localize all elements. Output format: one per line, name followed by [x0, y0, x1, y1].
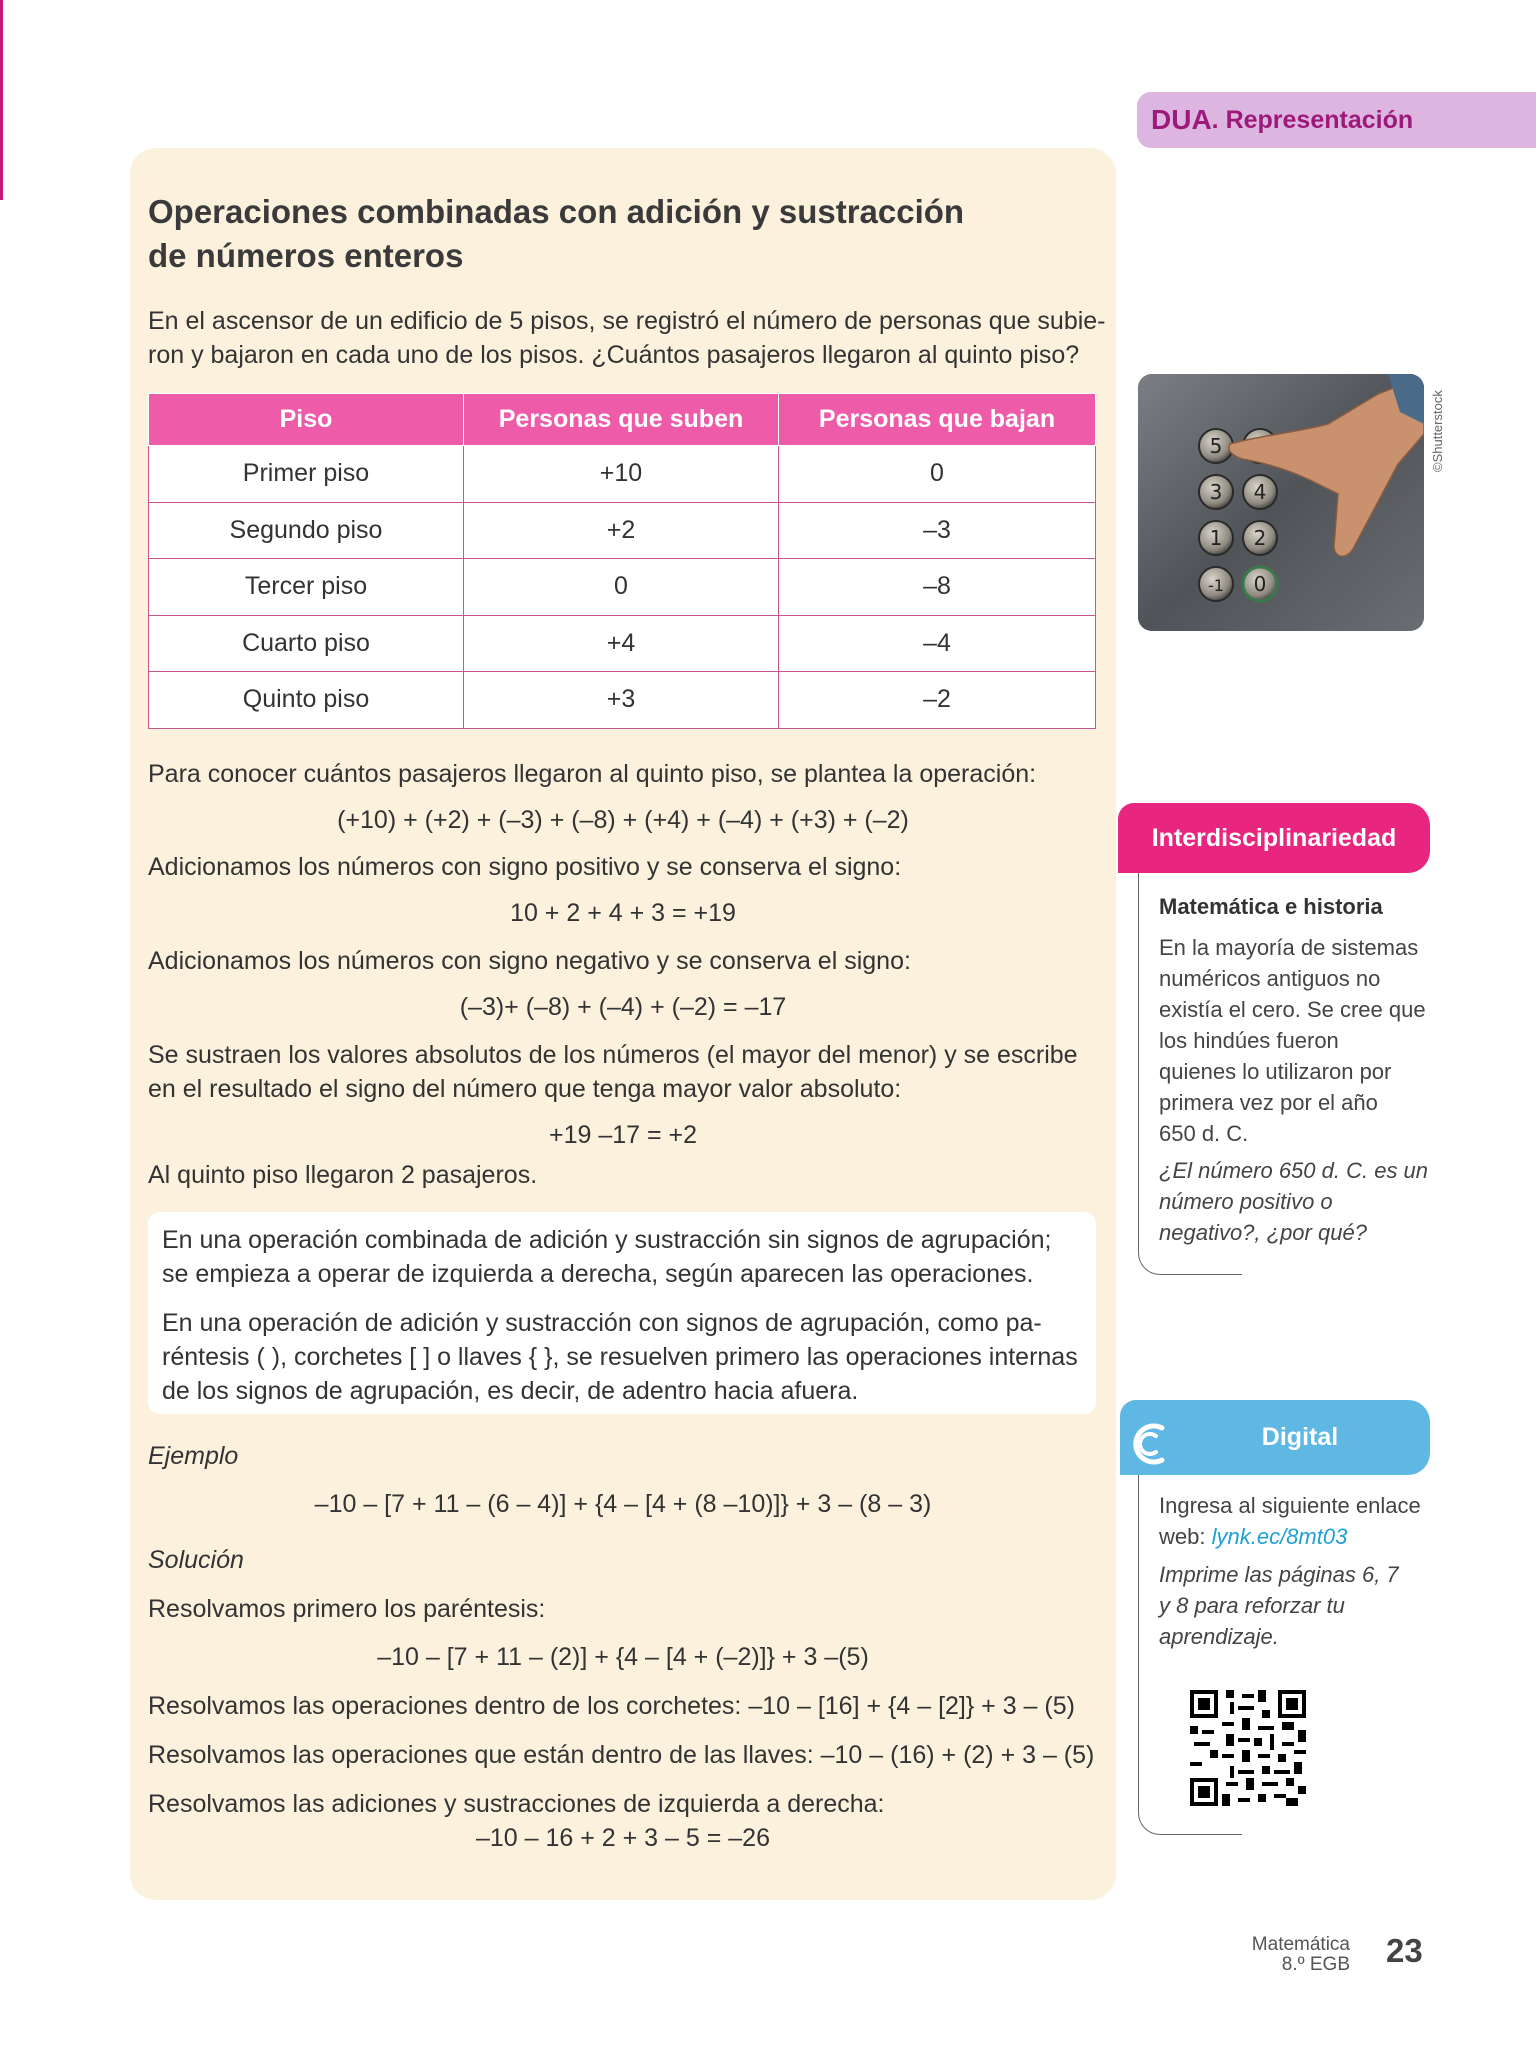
explanation-line-1: Para conocer cuántos pasajeros llegaron al quinto piso, se plantea la operación:: [148, 760, 1037, 788]
digital-c-icon: [1120, 1416, 1176, 1472]
digital-italic-line: y 8 para reforzar tu: [1159, 1593, 1345, 1618]
button-label: -1: [1208, 576, 1224, 595]
intro-line-1: En el ascensor de un edificio de 5 pisos, se registró el número de personas que subie-: [148, 307, 1106, 335]
equation-3: (–3)+ (–8) + (–4) + (–2) = –17: [459, 993, 787, 1021]
dua-representation-tab: [1137, 92, 1536, 148]
button-label: 2: [1253, 526, 1267, 550]
cell-up: +3: [464, 672, 779, 729]
elevator-photo: [1138, 374, 1424, 631]
solution-step-4: Resolvamos las adiciones y sustracciones de izquierda a derecha:: [148, 1790, 885, 1818]
digital-line-2: web: lynk.ec/8mt03: [1159, 1524, 1348, 1549]
table-row: [149, 559, 1096, 616]
interdisciplinary-title: Matemática e historia: [1159, 894, 1383, 919]
button-label: 0: [1253, 572, 1267, 596]
solution-step-3: Resolvamos las operaciones que están dentro de las llaves: –10 – (16) + (2) + 3 – (5): [148, 1741, 1095, 1769]
button-label: 3: [1209, 480, 1223, 504]
intro-line-2: ron y bajaron en cada uno de los pisos. ¿Cuántos pasajeros llegaron al quinto piso?: [148, 341, 1080, 369]
cell-floor: Quinto piso: [149, 672, 464, 729]
footer-subject: [1180, 1935, 1350, 1975]
button-label: 1: [1209, 526, 1223, 550]
photo-credit: ©Shutterstock: [1430, 390, 1445, 472]
digital-line-1: Ingresa al siguiente enlace: [1159, 1493, 1421, 1518]
solution-step-1-equation: –10 – [7 + 11 – (2)] + {4 – [4 + (–2)]} + 3 –(5): [377, 1643, 869, 1671]
cell-down: –4: [779, 615, 1096, 672]
table-header-row: [149, 394, 1096, 446]
qr-code-icon[interactable]: [1190, 1690, 1306, 1806]
equation-1: (+10) + (+2) + (–3) + (–8) + (+4) + (–4) + (+3) + (–2): [337, 806, 909, 834]
solution-step-1: Resolvamos primero los paréntesis:: [148, 1595, 546, 1623]
table-row: [149, 502, 1096, 559]
header-piso: Piso: [149, 394, 464, 446]
interdisciplinary-text-line: numéricos antiguos no: [1159, 966, 1381, 991]
interdisciplinary-question-line: negativo?, ¿por qué?: [1159, 1220, 1367, 1245]
cell-up: +4: [464, 615, 779, 672]
cell-up: 0: [464, 559, 779, 616]
explanation-line-2: Adicionamos los números con signo positivo y se conserva el signo:: [148, 853, 902, 881]
cell-floor: Primer piso: [149, 446, 464, 503]
dua-label: DUA: [1151, 104, 1212, 135]
button-label: 5: [1209, 434, 1223, 458]
explanation-conclusion: Al quinto piso llegaron 2 pasajeros.: [148, 1161, 538, 1189]
note-line-1: En una operación combinada de adición y sustracción sin signos de agrupación;: [162, 1226, 1052, 1254]
interdisciplinary-text-line: primera vez por el año: [1159, 1090, 1378, 1115]
header-suben: Personas que suben: [464, 394, 779, 446]
cell-up: +10: [464, 446, 779, 503]
cell-up: +2: [464, 502, 779, 559]
digital-tab-label: Digital: [1261, 1423, 1339, 1451]
equation-4: +19 –17 = +2: [548, 1121, 698, 1149]
digital-link[interactable]: lynk.ec/8mt03: [1211, 1524, 1348, 1549]
cell-down: 0: [779, 446, 1096, 503]
solution-step-2: Resolvamos las operaciones dentro de los corchetes: –10 – [16] + {4 – [2]} + 3 – (5): [148, 1692, 1075, 1720]
interdisciplinary-question-line: ¿El número 650 d. C. es un: [1159, 1158, 1429, 1183]
interdisciplinary-tab: Interdisciplinariedad: [1118, 803, 1430, 873]
cell-floor: Cuarto piso: [149, 615, 464, 672]
footer-subject-name: Matemática: [1251, 1934, 1350, 1955]
cell-down: –8: [779, 559, 1096, 616]
interdisciplinary-text-line: 650 d. C.: [1159, 1121, 1249, 1146]
elevator-panel-illustration: [1138, 374, 1424, 631]
cell-floor: Tercer piso: [149, 559, 464, 616]
cell-down: –3: [779, 502, 1096, 559]
interdisciplinary-text-line: En la mayoría de sistemas: [1159, 935, 1419, 960]
note-line-5: de los signos de agrupación, es decir, de adentro hacia afuera.: [162, 1377, 859, 1405]
solution-label: Solución: [148, 1546, 244, 1574]
digital-italic-line: Imprime las páginas 6, 7: [1159, 1562, 1399, 1587]
interdisciplinary-text-line: los hindúes fueron: [1159, 1028, 1339, 1053]
footer-grade: 8.º EGB: [1281, 1954, 1350, 1975]
page-number: 23: [1386, 1932, 1423, 1969]
table-row: [149, 615, 1096, 672]
example-label: Ejemplo: [148, 1442, 239, 1470]
floors-table: [148, 393, 1096, 729]
interdisciplinary-question-line: número positivo o: [1159, 1189, 1333, 1214]
interdisciplinary-text-line: existía el cero. Se cree que: [1159, 997, 1426, 1022]
note-line-2: se empieza a operar de izquierda a derecha, según aparecen las operaciones.: [162, 1260, 1034, 1288]
page-edge-bar: [0, 0, 3, 200]
note-line-4: réntesis ( ), corchetes [ ] o llaves { }, se resuelven primero las operaciones internas: [162, 1343, 1078, 1371]
solution-step-4-equation: –10 – 16 + 2 + 3 – 5 = –26: [475, 1824, 770, 1852]
table-row: [149, 446, 1096, 503]
dua-label-rest: . Representación: [1211, 105, 1414, 134]
cell-down: –2: [779, 672, 1096, 729]
equation-2: 10 + 2 + 4 + 3 = +19: [510, 899, 736, 927]
explanation-line-4a: Se sustraen los valores absolutos de los números (el mayor del menor) y se escribe: [148, 1041, 1078, 1069]
header-bajan: Personas que bajan: [779, 394, 1096, 446]
interdisciplinary-text-line: quienes lo utilizaron por: [1159, 1059, 1392, 1084]
example-equation: –10 – [7 + 11 – (6 – 4)] + {4 – [4 + (8 –10)]} + 3 – (8 – 3): [314, 1490, 932, 1518]
note-line-3: En una operación de adición y sustracción con signos de agrupación, como pa-: [162, 1309, 1042, 1337]
digital-italic-line: aprendizaje.: [1159, 1624, 1279, 1649]
explanation-line-4b: en el resultado el signo del número que tenga mayor valor absoluto:: [148, 1075, 902, 1103]
lesson-title: Operaciones combinadas con adición y sustracción de números enteros: [148, 193, 965, 274]
explanation-line-3: Adicionamos los números con signo negativo y se conserva el signo:: [148, 947, 911, 975]
cell-floor: Segundo piso: [149, 502, 464, 559]
table-row: [149, 672, 1096, 729]
button-label: 4: [1253, 480, 1267, 504]
